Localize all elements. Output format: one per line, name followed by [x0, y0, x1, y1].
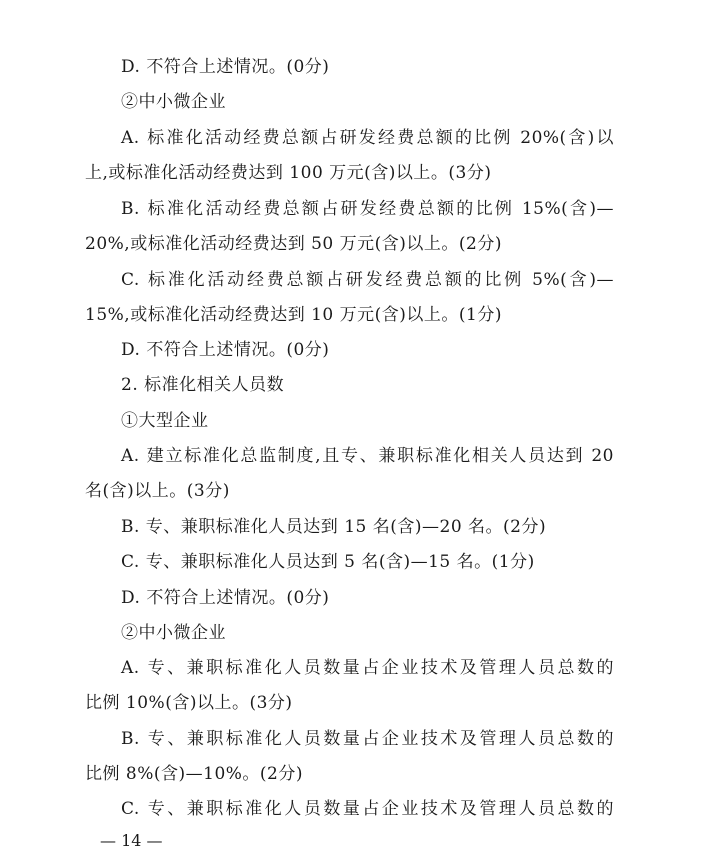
item-b-line-1: B. 专、兼职标准化人员数量占企业技术及管理人员总数的 [121, 729, 614, 749]
item-c-line-1: C. 标准化活动经费总额占研发经费总额的比例 5%(含)— [121, 270, 614, 290]
item-a-line-1: A. 标准化活动经费总额占研发经费总额的比例 20%(含)以 [121, 128, 614, 148]
item-b: B. 专、兼职标准化人员达到 15 名(含)—20 名。(2分) [121, 517, 547, 537]
item-a-line-2: 名(含)以上。(3分) [85, 481, 230, 501]
item-a-line-1: A. 建立标准化总监制度,且专、兼职标准化相关人员达到 20 [121, 446, 614, 466]
subheading-large-enterprise: ①大型企业 [121, 411, 209, 431]
item-c: C. 专、兼职标准化人员达到 5 名(含)—15 名。(1分) [121, 552, 535, 572]
item-a-line-2: 上,或标准化活动经费达到 100 万元(含)以上。(3分) [85, 163, 492, 183]
item-b-line-2: 比例 8%(含)—10%。(2分) [85, 764, 304, 784]
item-b-line-2: 20%,或标准化活动经费达到 50 万元(含)以上。(2分) [85, 234, 502, 254]
item-c-line-1: C. 专、兼职标准化人员数量占企业技术及管理人员总数的 [121, 799, 614, 819]
subheading-sme: ②中小微企业 [121, 623, 226, 643]
item-d-no-match: D. 不符合上述情况。(0分) [121, 57, 330, 77]
page-number: — 14 — [100, 831, 163, 850]
subheading-sme: ②中小微企业 [121, 92, 226, 112]
item-d-no-match: D. 不符合上述情况。(0分) [121, 340, 330, 360]
item-b-line-1: B. 标准化活动经费总额占研发经费总额的比例 15%(含)— [121, 199, 614, 219]
item-d-no-match: D. 不符合上述情况。(0分) [121, 588, 330, 608]
section-heading-staff: 2. 标准化相关人员数 [121, 375, 285, 395]
item-a-line-2: 比例 10%(含)以上。(3分) [85, 693, 293, 713]
item-c-line-2: 15%,或标准化活动经费达到 10 万元(含)以上。(1分) [85, 305, 502, 325]
item-a-line-1: A. 专、兼职标准化人员数量占企业技术及管理人员总数的 [121, 658, 614, 678]
